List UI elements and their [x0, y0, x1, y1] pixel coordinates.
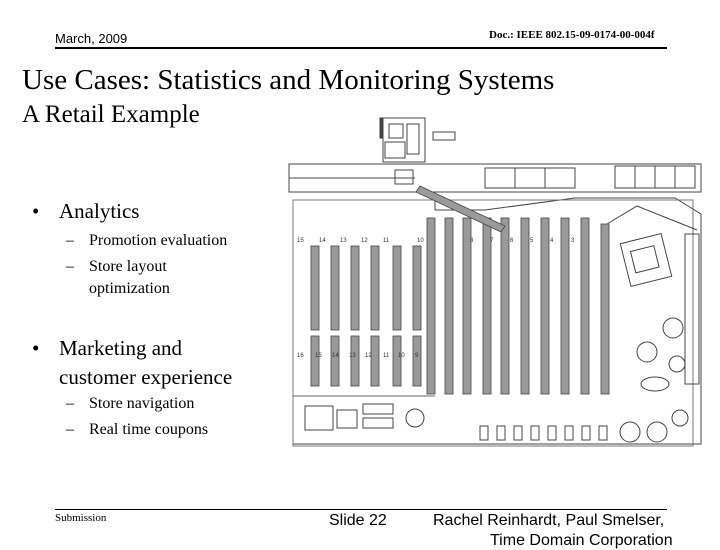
- plan-room: [407, 124, 419, 154]
- aisle-label: 7: [490, 238, 494, 244]
- plan-fixture: [669, 356, 685, 372]
- plan-office: [337, 410, 357, 428]
- sub-dash: –: [66, 421, 74, 438]
- plan-fixture: [641, 377, 669, 391]
- plan-fixture: [663, 318, 683, 338]
- aisle-label: 13: [349, 353, 356, 359]
- sub-text: Promotion evaluation: [89, 232, 228, 249]
- aisle-label: 11: [383, 353, 390, 359]
- aisle-label: 14: [319, 238, 326, 244]
- store-floor-plan: [285, 114, 705, 470]
- aisle-label: 10: [417, 238, 424, 244]
- plan-wall-case: [685, 234, 699, 384]
- aisle-label: 12: [361, 238, 368, 244]
- footer-authors: Rachel Reinhardt, Paul Smelser,: [433, 512, 665, 529]
- bullet-text-cont: customer experience: [59, 365, 233, 389]
- plan-room: [485, 168, 575, 188]
- plan-fixture: [647, 422, 667, 442]
- bullet-text: Marketing and: [59, 336, 183, 360]
- plan-room: [389, 124, 403, 138]
- sub-text-cont: optimization: [89, 280, 170, 297]
- sub-text: Store navigation: [89, 395, 195, 412]
- aisle-label: 15: [297, 238, 304, 244]
- aisle-label: 8: [470, 238, 474, 244]
- footer-slide-number: Slide 22: [329, 512, 387, 529]
- sub-dash: –: [66, 258, 74, 275]
- plan-checkouts: [480, 426, 607, 440]
- bullet-symbol: •: [32, 199, 40, 223]
- aisle-label: 15: [315, 353, 322, 359]
- plan-fixture: [637, 342, 657, 362]
- plan-room: [433, 132, 455, 140]
- plan-display: [620, 234, 671, 287]
- footer-rule: [55, 509, 667, 510]
- aisle-label: 12: [365, 353, 372, 359]
- header-date: March, 2009: [55, 31, 128, 46]
- sub-text: Real time coupons: [89, 421, 209, 438]
- plan-fixture: [672, 410, 688, 426]
- slide-title: Use Cases: Statistics and Monitoring Systems: [22, 64, 555, 96]
- aisle-label: 6: [510, 238, 514, 244]
- header-rule: [55, 47, 667, 49]
- header-doc-id: Doc.: IEEE 802.15-09-0174-00-004f: [489, 29, 655, 41]
- aisle-label: 16: [297, 353, 304, 359]
- sub-dash: –: [66, 395, 74, 412]
- plan-fixture: [620, 422, 640, 442]
- aisle-label: 10: [398, 353, 405, 359]
- footer-submission: Submission: [55, 512, 107, 524]
- sub-text: Store layout: [89, 258, 167, 275]
- plan-wall: [380, 118, 383, 138]
- aisle-label: 13: [340, 238, 347, 244]
- plan-office: [363, 404, 393, 414]
- slide-subtitle: A Retail Example: [22, 101, 200, 128]
- plan-fixture: [406, 409, 424, 427]
- plan-room: [385, 142, 405, 158]
- sub-dash: –: [66, 232, 74, 249]
- bullet-text: Analytics: [59, 199, 140, 223]
- aisle-label: 9: [415, 353, 419, 359]
- plan-room: [395, 170, 413, 184]
- aisle-label: 14: [332, 353, 339, 359]
- footer-authors-cont: Time Domain Corporation: [490, 532, 673, 549]
- aisle-label: 4: [550, 238, 554, 244]
- aisle-label: 5: [530, 238, 534, 244]
- plan-shelves: [311, 186, 609, 394]
- plan-office: [363, 418, 393, 428]
- bullet-symbol: •: [32, 336, 40, 360]
- aisle-label: 3: [571, 238, 575, 244]
- plan-office: [305, 406, 333, 430]
- aisle-label: 11: [383, 238, 390, 244]
